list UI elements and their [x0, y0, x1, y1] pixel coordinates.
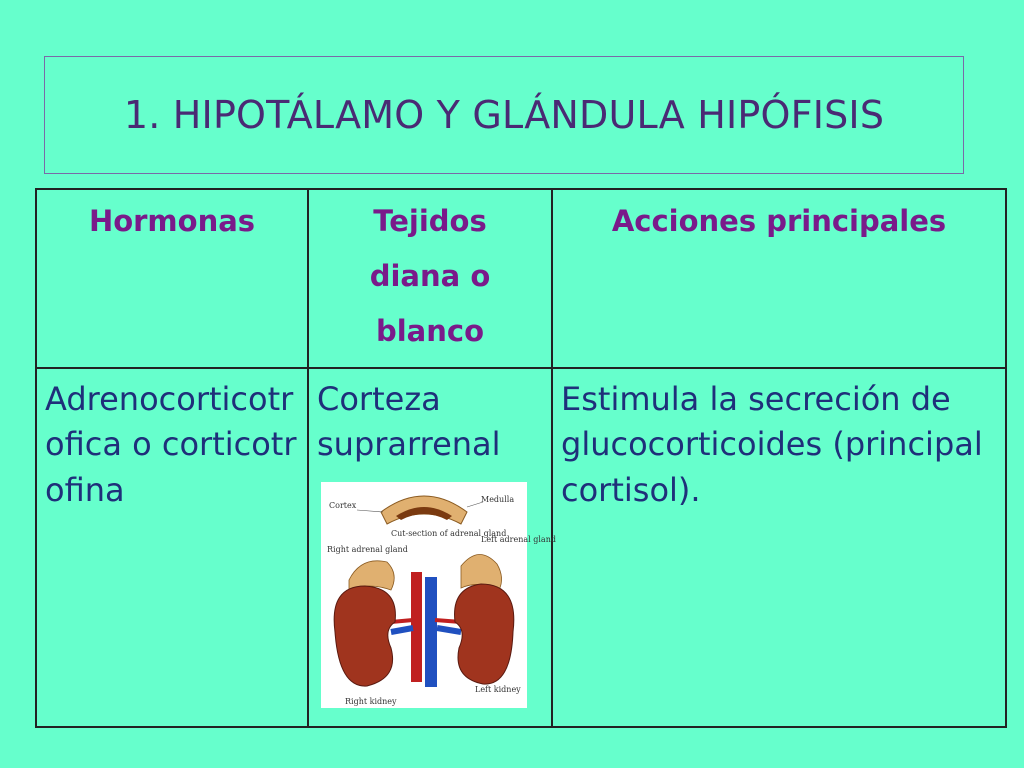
adrenal-kidney-illustration — [321, 482, 556, 708]
label-cut-section: Cut-section of adrenal gland — [391, 528, 507, 538]
cell-hormone — [36, 368, 308, 727]
cell-action — [552, 368, 1006, 727]
label-cortex: Cortex — [329, 500, 357, 510]
label-left-kidney: Left kidney — [475, 684, 521, 694]
left-kidney — [455, 584, 514, 684]
label-right-adrenal: Right adrenal gland — [327, 544, 408, 554]
target-tissue-text: Corteza suprarrenal — [317, 380, 501, 464]
hormone-text: Adrenocorticotrofica o corticotrofina — [45, 380, 297, 509]
header-tejidos: Tejidos diana o blanco — [308, 189, 552, 368]
action-text: Estimula la secreción de glucocorticoides (principal cortisol). — [561, 380, 983, 509]
label-left-adrenal: Left adrenal gland — [481, 534, 556, 544]
vena-cava-shape — [425, 577, 437, 687]
table-row — [36, 368, 1006, 727]
slide-title: 1. HIPOTÁLAMO Y GLÁNDULA HIPÓFISIS — [123, 93, 885, 137]
cell-target-tissue — [308, 368, 556, 727]
hormone-table — [35, 188, 1007, 728]
header-acciones: Acciones principales — [552, 189, 1006, 368]
right-adrenal-gland — [349, 561, 394, 590]
table-header-row — [36, 189, 1006, 368]
label-medulla: Medulla — [481, 494, 515, 504]
title-box — [44, 56, 964, 174]
right-kidney — [334, 586, 395, 686]
header-hormonas: Hormonas — [36, 189, 308, 368]
label-right-kidney: Right kidney — [345, 696, 397, 706]
